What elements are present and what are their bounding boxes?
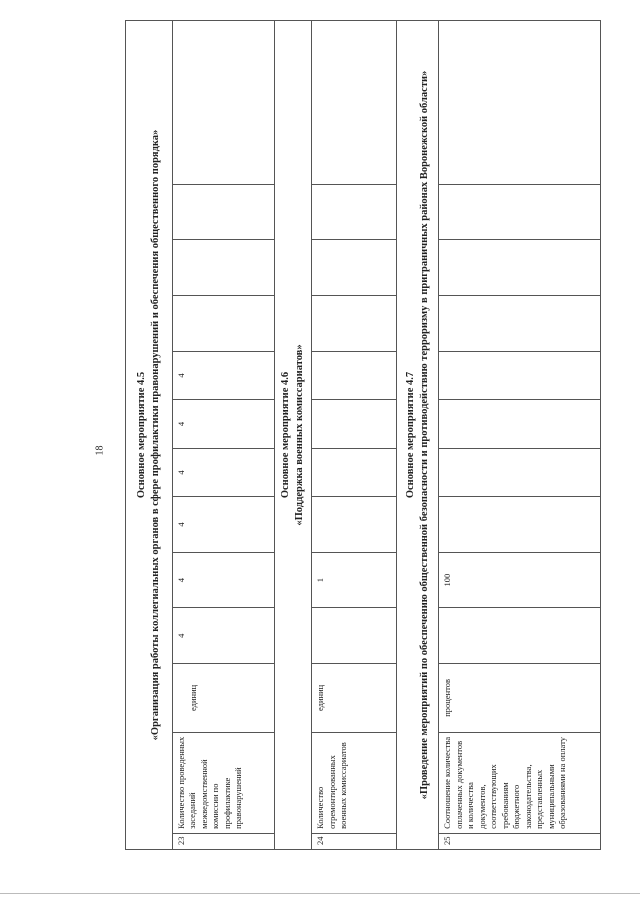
value-cell <box>439 497 601 553</box>
section-subtitle: «Проведение мероприятий по обеспечению общественной безопасности и противодействию терроризму в приграничных районах Воронежской области» <box>418 70 430 800</box>
value-cell <box>312 184 397 240</box>
section-subtitle: «Организация работы коллегиальных органов в сфере профилактики правонарушений и обеспечения общественного порядка» <box>150 129 161 741</box>
indicators-table <box>125 20 601 850</box>
value-cell <box>312 497 397 553</box>
value-cell <box>173 296 275 352</box>
bottom-rule <box>0 893 640 894</box>
unit: единиц <box>188 684 198 711</box>
section-header-4-7 <box>397 21 439 850</box>
value-cell <box>439 351 601 400</box>
value-cell <box>312 351 397 400</box>
value-cell <box>439 608 601 664</box>
section-title: Основное мероприятие 4.7 <box>404 371 416 499</box>
section-header-4-6 <box>275 21 312 850</box>
indicator-name: Количество проведенных заседаний межведомственной комиссии по профилактике правонарушений <box>173 732 275 833</box>
value-cell: 4 <box>173 608 275 664</box>
value-cell <box>439 448 601 497</box>
value-cell <box>173 184 275 240</box>
section-title: Основное мероприятие 4.6 <box>280 371 291 499</box>
value-cell <box>312 296 397 352</box>
table-row <box>312 21 397 850</box>
value-cell <box>439 240 601 296</box>
section-subtitle: «Поддержка военных комиссариатов» <box>294 344 306 526</box>
value-cell <box>439 184 601 240</box>
value-cell: 4 <box>173 552 275 608</box>
unit: процентов <box>439 664 601 733</box>
value-cell: 4 <box>173 351 275 400</box>
row-number: 25 <box>439 833 601 849</box>
value-cell <box>312 240 397 296</box>
indicator-name: Соотношение количества оплаченных документов и количества документов, соответствующих требованиям бюджетного законодательства, представленных муниципальными образованиями на оплату <box>439 732 601 833</box>
value-cell: 4 <box>173 497 275 553</box>
value-cell <box>173 240 275 296</box>
value-cell: 100 <box>439 552 601 608</box>
rotated-table-page <box>125 20 595 850</box>
value-cell <box>312 400 397 449</box>
value-cell <box>439 21 601 185</box>
section-header-4-5 <box>126 21 173 850</box>
section-title: Основное мероприятие 4.5 <box>135 371 147 499</box>
value-cell <box>312 608 397 664</box>
value-cell: 4 <box>173 400 275 449</box>
value-cell <box>312 21 397 185</box>
value-cell <box>439 296 601 352</box>
unit: единиц <box>312 664 397 733</box>
indicator-name: Количество отремонтированных военных комиссариатов <box>312 732 397 833</box>
table-row <box>439 21 601 850</box>
page-number: 18 <box>94 445 106 456</box>
value-cell <box>173 21 275 185</box>
value-cell <box>312 448 397 497</box>
value-cell <box>439 400 601 449</box>
row-number: 23 <box>173 833 275 849</box>
value-cell: 1 <box>312 552 397 608</box>
table-row <box>173 21 275 850</box>
row-number: 24 <box>312 833 397 849</box>
value-cell: 4 <box>173 448 275 497</box>
